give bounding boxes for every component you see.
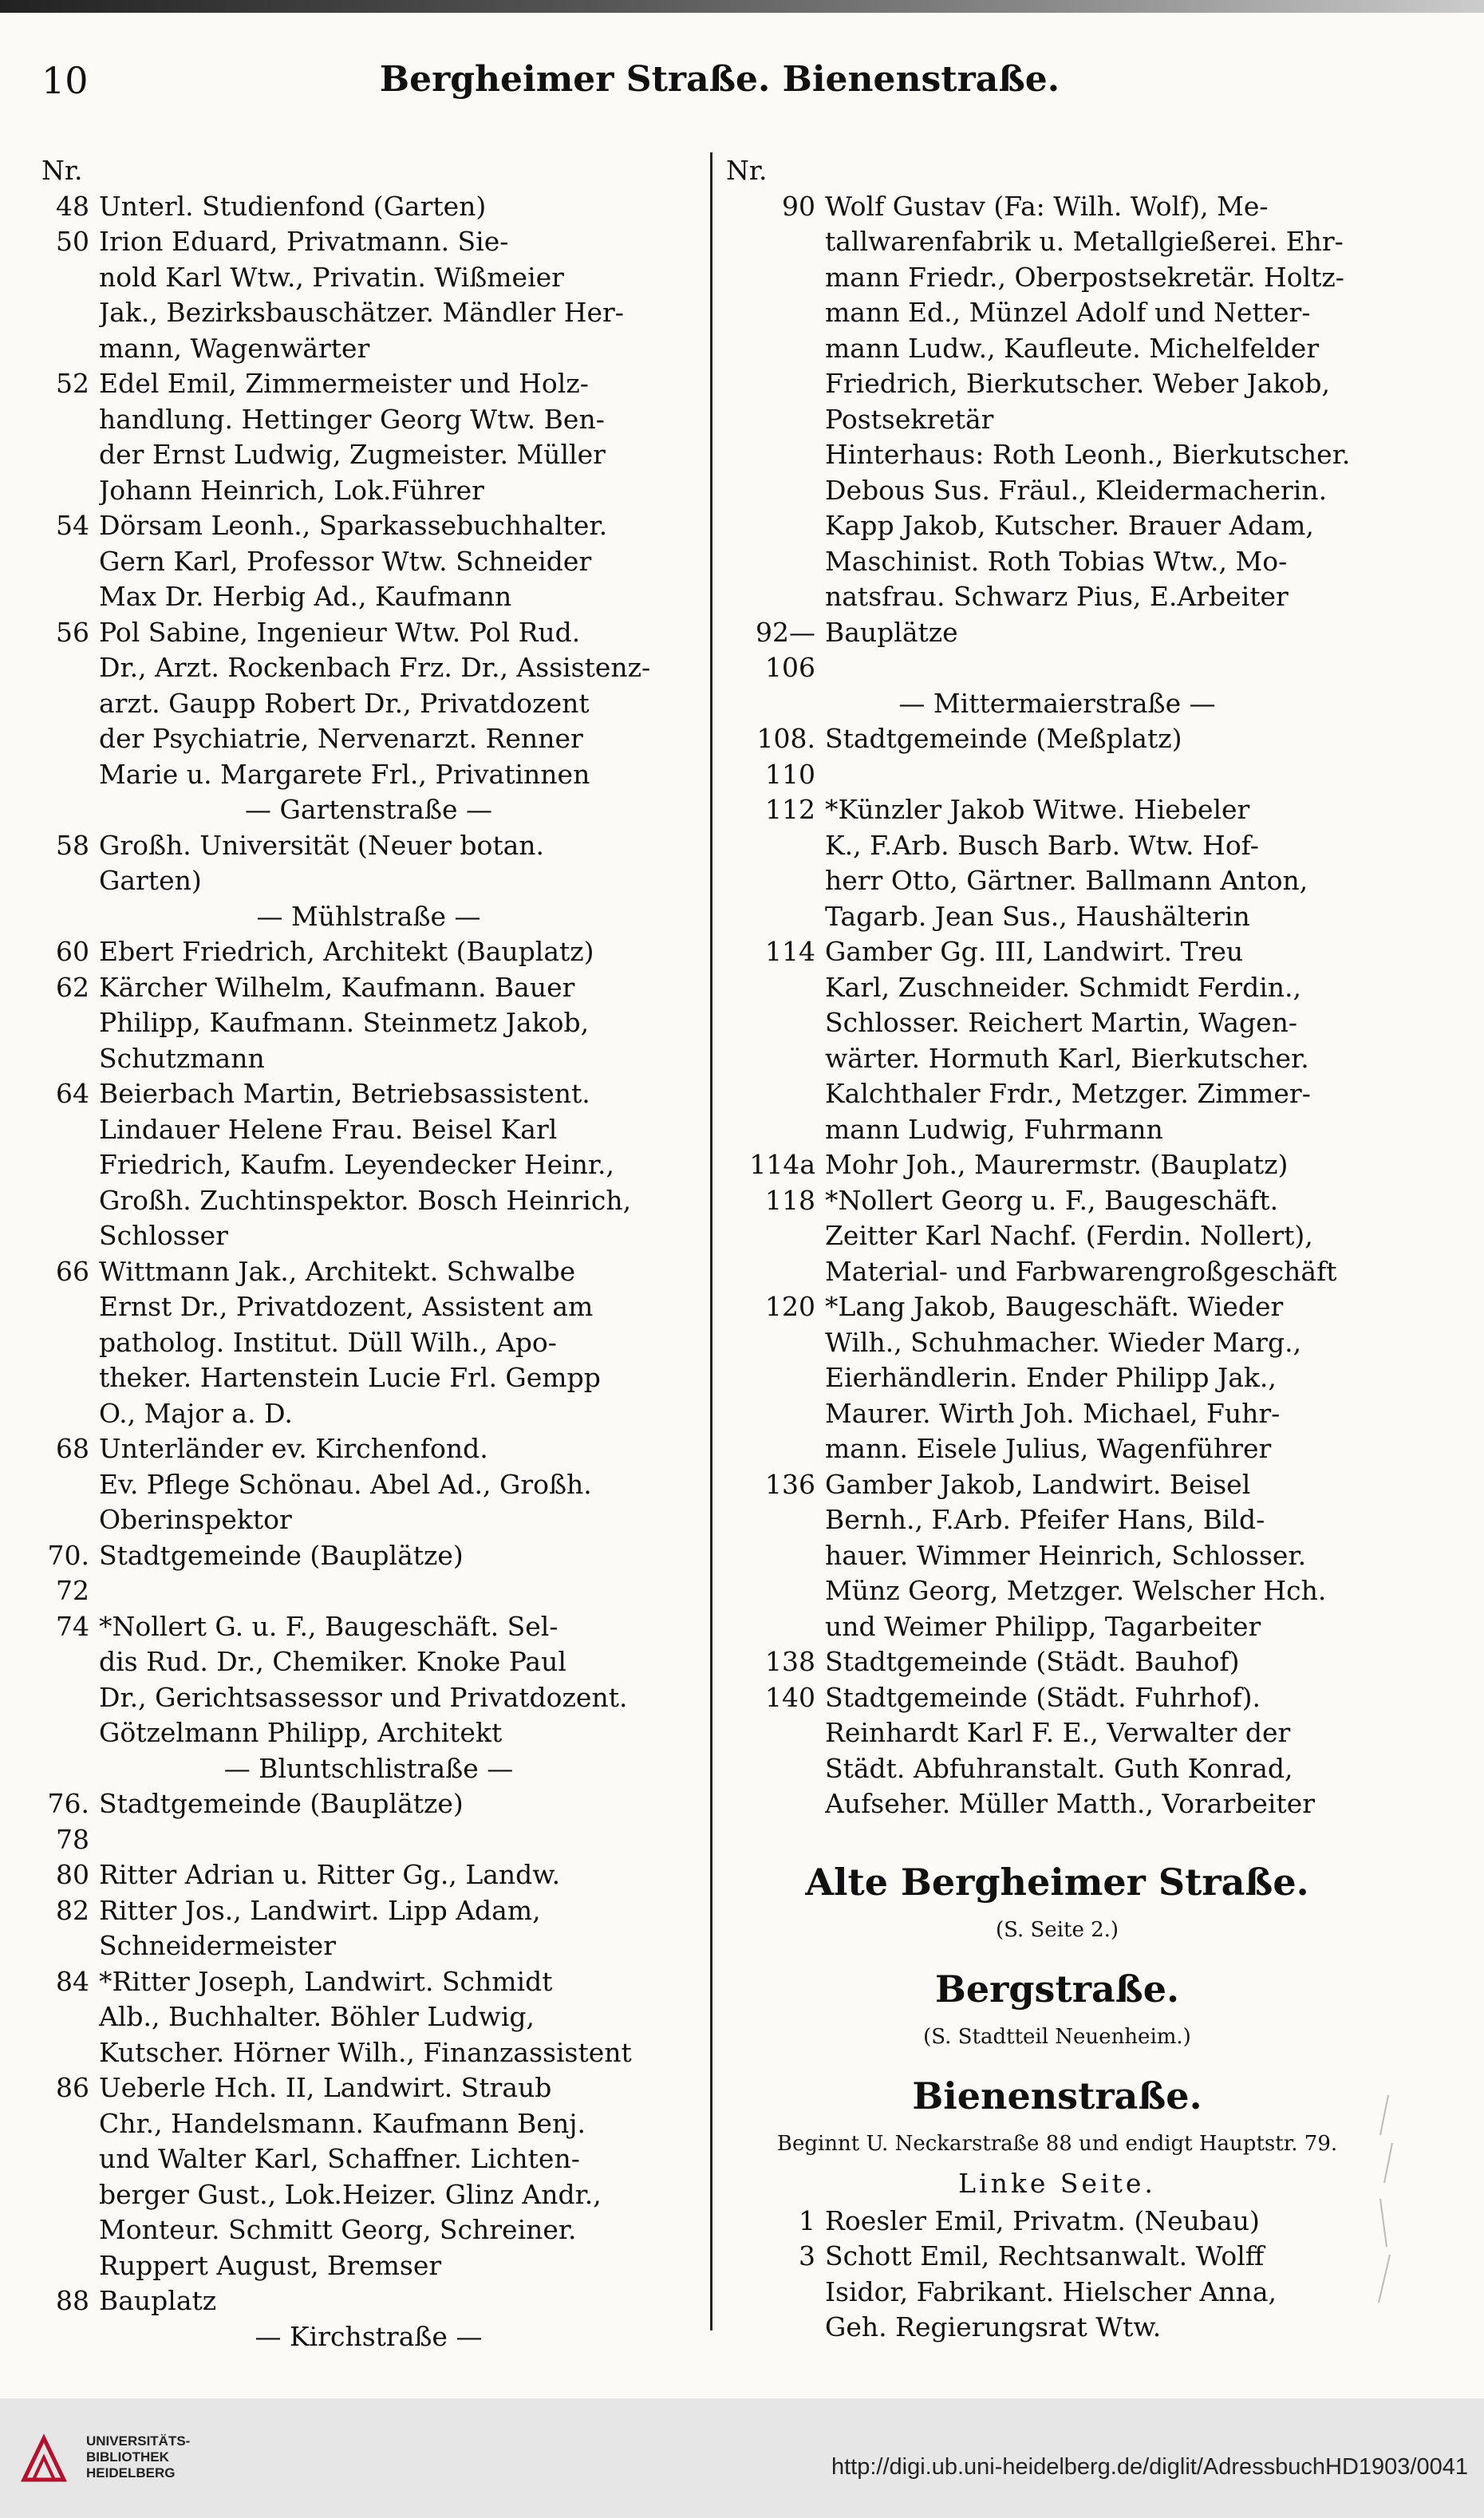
entry-line: *Ritter Joseph, Landwirt. Schmidt: [99, 1965, 553, 1997]
library-name-line: HEIDELBERG: [86, 2465, 176, 2481]
address-entry: [41, 934, 696, 970]
street-description: Beginnt U. Neckarstraße 88 und endigt Hauptstr. 79.: [776, 2131, 1338, 2156]
library-name-line: UNIVERSITÄTS-: [86, 2433, 191, 2449]
entry-line: Garten): [99, 865, 202, 896]
column-divider: [710, 152, 712, 2331]
entry-line: Schlosser. Reichert Martin, Wagen-: [825, 1007, 1298, 1038]
address-entry: [41, 828, 696, 899]
entry-text: [99, 366, 696, 508]
entry-text: [825, 721, 1388, 792]
entry-line: Maschinist. Roth Tobias Wtw., Mo-: [825, 545, 1288, 577]
house-number: 74: [56, 1610, 89, 1642]
address-entry: [41, 970, 696, 1077]
entry-line: Stadtgemeinde (Städt. Fuhrhof).: [825, 1681, 1261, 1713]
entry-line: Kalchthaler Frdr., Metzger. Zimmer-: [825, 1078, 1311, 1109]
street-title: Bergstraße.: [935, 1967, 1179, 2011]
entry-line: Hinterhaus: Roth Leonh., Bierkutscher.: [825, 439, 1351, 470]
address-entry: [726, 615, 1388, 686]
address-entry: [726, 934, 1388, 1147]
entry-line: Bernh., F.Arb. Pfeifer Hans, Bild-: [825, 1504, 1265, 1535]
entry-line: Dörsam Leonh., Sparkassebuchhalter.: [99, 510, 608, 541]
entry-line: mann Ludw., Kaufleute. Michelfelder: [825, 332, 1320, 364]
left-column: [41, 153, 696, 2354]
house-number: 70. 72: [47, 1539, 89, 1606]
entry-text: [99, 2070, 696, 2283]
entry-line: mann Ed., Münzel Adolf und Netter-: [825, 297, 1311, 328]
entry-line: handlung. Hettinger Georg Wtw. Ben-: [99, 403, 605, 435]
entry-line: Mohr Joh., Maurermstr. (Bauplatz): [825, 1149, 1289, 1180]
entry-line: patholog. Institut. Düll Wilh., Apo-: [99, 1326, 557, 1358]
entry-line: Isidor, Fabrikant. Hielscher Anna,: [825, 2275, 1277, 2307]
address-entry: [41, 224, 696, 366]
house-number: 68: [56, 1433, 89, 1464]
house-number: 54: [56, 510, 89, 541]
address-entry: [726, 1644, 1388, 1680]
house-number: 114a: [749, 1149, 815, 1180]
house-number: 64: [56, 1078, 89, 1109]
entry-line: und Weimer Philipp, Tagarbeiter: [825, 1610, 1261, 1642]
address-entry: [726, 792, 1388, 934]
entry-line: Reinhardt Karl F. E., Verwalter der: [825, 1717, 1291, 1748]
house-number: 62: [56, 971, 89, 1003]
entry-line: herr Otto, Gärtner. Ballmann Anton,: [825, 865, 1308, 896]
entry-text: [99, 1609, 696, 1751]
entry-line: Ebert Friedrich, Architekt (Bauplatz): [99, 936, 594, 967]
entry-line: Städt. Abfuhranstalt. Guth Konrad,: [825, 1752, 1293, 1784]
entry-text: [99, 934, 696, 970]
entry-text: [99, 970, 696, 1077]
entry-line: und Walter Karl, Schaffner. Lichten-: [99, 2143, 580, 2174]
entry-line: Dr., Arzt. Rockenbach Frz. Dr., Assistenz-: [99, 652, 651, 683]
address-entry: [41, 508, 696, 615]
entry-line: natsfrau. Schwarz Pius, E.Arbeiter: [825, 581, 1289, 612]
house-number: 66: [56, 1255, 89, 1287]
entry-text: [99, 1964, 696, 2071]
entry-line: Oberinspektor: [99, 1504, 292, 1535]
address-entry: [41, 1431, 696, 1538]
source-url-link[interactable]: http://digi.ub.uni-heidelberg.de/diglit/AdressbuchHD1903/0041: [831, 2454, 1468, 2480]
entry-text: [99, 1076, 696, 1254]
street-title: Bienenstraße.: [912, 2074, 1202, 2117]
entry-line: Götzelmann Philipp, Architekt: [99, 1717, 503, 1748]
entry-line: Kapp Jakob, Kutscher. Brauer Adam,: [825, 510, 1314, 541]
address-entry: [726, 1289, 1388, 1467]
cross-reference-note: (S. Stadtteil Neuenheim.): [923, 2024, 1191, 2049]
entry-line: der Ernst Ludwig, Zugmeister. Müller: [99, 439, 606, 470]
house-number: 140: [765, 1681, 815, 1713]
entry-line: berger Gust., Lok.Heizer. Glinz Andr.,: [99, 2178, 602, 2210]
house-number: 112: [765, 794, 815, 825]
entry-text: [99, 508, 696, 615]
entry-line: dis Rud. Dr., Chemiker. Knoke Paul: [99, 1646, 566, 1677]
entry-line: Bauplätze: [825, 616, 958, 648]
entry-line: Edel Emil, Zimmermeister und Holz-: [99, 368, 589, 399]
address-entry: [726, 1680, 1388, 1822]
entry-line: Unterl. Studienfond (Garten): [99, 190, 487, 222]
entry-line: Debous Sus. Fräul., Kleidermacherin.: [825, 474, 1328, 506]
entry-line: tallwarenfabrik u. Metallgießerei. Ehr-: [825, 226, 1344, 257]
entry-line: Schlosser: [99, 1220, 228, 1251]
entry-text: [825, 189, 1388, 615]
entry-line: Schneidermeister: [99, 1930, 336, 1961]
address-entry: [41, 1857, 696, 1893]
entry-line: Großh. Zuchtinspektor. Bosch Heinrich,: [99, 1184, 632, 1216]
house-number: 52: [56, 368, 89, 399]
entry-text: [825, 2239, 1388, 2346]
address-entry: [41, 1076, 696, 1254]
address-entry: [41, 2283, 696, 2319]
entry-text: [825, 1289, 1388, 1467]
footer-bar: [0, 2398, 1484, 2518]
entry-line: Ruppert August, Bremser: [99, 2249, 442, 2281]
entry-text: [99, 1538, 696, 1609]
entry-text: [825, 1680, 1388, 1822]
entry-line: Ueberle Hch. II, Landwirt. Straub: [99, 2072, 552, 2103]
entry-line: Kärcher Wilhelm, Kaufmann. Bauer: [99, 971, 575, 1003]
entry-text: [825, 1467, 1388, 1645]
entry-line: Unterländer ev. Kirchenfond.: [99, 1433, 488, 1464]
house-number: 76. 78: [47, 1788, 89, 1855]
address-entry: [41, 1786, 696, 1857]
entry-line: Gern Karl, Professor Wtw. Schneider: [99, 545, 592, 577]
house-number: 92—106: [756, 616, 815, 683]
entry-text: [99, 1857, 696, 1893]
entry-line: Alb., Buchhalter. Böhler Ludwig,: [99, 2001, 535, 2032]
entry-line: Karl, Zuschneider. Schmidt Ferdin.,: [825, 971, 1301, 1003]
entry-line: Beierbach Martin, Betriebsassistent.: [99, 1078, 590, 1109]
page-number: 10: [41, 59, 89, 102]
entry-line: Ritter Adrian u. Ritter Gg., Landw.: [99, 1859, 561, 1890]
entry-text: [825, 934, 1388, 1147]
house-number: 58: [56, 829, 89, 861]
entry-text: [99, 1431, 696, 1538]
entry-line: Aufseher. Müller Matth., Vorarbeiter: [825, 1788, 1315, 1819]
house-number: 3: [799, 2240, 815, 2271]
address-entry: [726, 2239, 1388, 2346]
entry-line: Bauplatz: [99, 2285, 217, 2316]
house-number: 50: [56, 226, 89, 257]
entry-line: Chr., Handelsmann. Kaufmann Benj.: [99, 2107, 586, 2139]
entry-line: der Psychiatrie, Nervenarzt. Renner: [99, 723, 583, 754]
street-title: Alte Bergheimer Straße.: [805, 1860, 1309, 1904]
entry-line: Wittmann Jak., Architekt. Schwalbe: [99, 1255, 576, 1287]
address-entry: [726, 1147, 1388, 1183]
house-number: 88: [56, 2285, 89, 2316]
page-scan: [0, 13, 1484, 2398]
right-column: [726, 153, 1388, 2346]
entry-line: Wilh., Schuhmacher. Wieder Marg.,: [825, 1326, 1302, 1358]
house-number: 138: [765, 1646, 815, 1677]
nr-label: Nr.: [41, 155, 83, 186]
entry-line: Roesler Emil, Privatm. (Neubau): [825, 2204, 1260, 2236]
entry-line: Stadtgemeinde (Bauplätze): [99, 1788, 464, 1819]
entry-text: [825, 1183, 1388, 1290]
house-number: 136: [765, 1468, 815, 1500]
cross-street-heading: — Gartenstraße —: [244, 794, 493, 825]
house-number: 86: [56, 2072, 89, 2103]
entry-line: Philipp, Kaufmann. Steinmetz Jakob,: [99, 1007, 590, 1038]
entry-line: Kutscher. Hörner Wilh., Finanzassistent: [99, 2036, 632, 2068]
entry-line: Gamber Jakob, Landwirt. Beisel: [825, 1468, 1251, 1500]
entry-line: mann Friedr., Oberpostsekretär. Holtz-: [825, 261, 1344, 293]
cross-reference-note: (S. Seite 2.): [995, 1917, 1119, 1942]
entry-line: Zeitter Karl Nachf. (Ferdin. Nollert),: [825, 1220, 1313, 1251]
address-entry: [41, 2070, 696, 2283]
cross-street-heading: — Mühlstraße —: [256, 900, 481, 932]
entry-line: *Künzler Jakob Witwe. Hiebeler: [825, 794, 1250, 825]
entry-line: Schutzmann: [99, 1042, 265, 1074]
address-entry: [726, 1183, 1388, 1290]
entry-line: K., F.Arb. Busch Barb. Wtw. Hof-: [825, 829, 1259, 861]
entry-line: Postsekretär: [825, 403, 994, 435]
house-number: 90: [782, 190, 815, 222]
margin-smudge: [1356, 2087, 1404, 2311]
cross-street-heading: — Kirchstraße —: [255, 2320, 483, 2352]
entry-line: Maurer. Wirth Joh. Michael, Fuhr-: [825, 1397, 1281, 1429]
entry-line: Lindauer Helene Frau. Beisel Karl: [99, 1113, 558, 1145]
address-entry: [41, 366, 696, 508]
scan-top-edge: [0, 0, 1484, 13]
house-number: 1: [799, 2204, 815, 2236]
house-number: 80: [56, 1859, 89, 1890]
house-number: 84: [56, 1965, 89, 1997]
nr-label: Nr.: [726, 155, 768, 186]
house-number: 108. 110: [756, 723, 815, 790]
entry-line: Gamber Gg. III, Landwirt. Treu: [825, 936, 1244, 967]
entry-line: Dr., Gerichtsassessor und Privatdozent.: [99, 1681, 628, 1713]
entry-text: [99, 2283, 696, 2319]
house-number: 118: [765, 1184, 815, 1216]
entry-line: Stadtgemeinde (Bauplätze): [99, 1539, 464, 1571]
entry-line: Ernst Dr., Privatdozent, Assistent am: [99, 1291, 594, 1322]
entry-text: [825, 1147, 1388, 1183]
library-name: [86, 2433, 190, 2481]
address-entry: [726, 1467, 1388, 1645]
address-entry: [726, 2204, 1388, 2240]
entry-line: Friedrich, Bierkutscher. Weber Jakob,: [825, 368, 1330, 399]
entry-line: hauer. Wimmer Heinrich, Schlosser.: [825, 1539, 1307, 1571]
entry-line: mann, Wagenwärter: [99, 332, 370, 364]
entry-text: [99, 1893, 696, 1964]
entry-line: Ev. Pflege Schönau. Abel Ad., Großh.: [99, 1468, 592, 1500]
entry-text: [99, 1254, 696, 1432]
entry-text: [99, 615, 696, 793]
entry-line: Tagarb. Jean Sus., Haushälterin: [825, 900, 1250, 932]
address-entry: [726, 189, 1388, 615]
house-number: 82: [56, 1894, 89, 1926]
entry-line: O., Major a. D.: [99, 1397, 293, 1429]
entry-line: *Nollert Georg u. F., Baugeschäft.: [825, 1184, 1279, 1216]
house-number: 56: [56, 616, 89, 648]
entry-line: Ritter Jos., Landwirt. Lipp Adam,: [99, 1894, 541, 1926]
address-entry: [41, 1964, 696, 2071]
entry-text: [99, 828, 696, 899]
entry-text: [99, 189, 696, 225]
address-entry: [41, 1254, 696, 1432]
cross-street-heading: — Bluntschlistraße —: [223, 1752, 514, 1784]
entry-line: Eierhändlerin. Ender Philipp Jak.,: [825, 1362, 1277, 1393]
entry-text: [825, 792, 1388, 934]
entry-line: Friedrich, Kaufm. Leyendecker Heinr.,: [99, 1149, 615, 1180]
entry-line: Geh. Regierungsrat Wtw.: [825, 2311, 1162, 2342]
entry-text: [825, 615, 1388, 686]
entry-line: nold Karl Wtw., Privatin. Wißmeier: [99, 261, 564, 293]
house-number: 120: [765, 1291, 815, 1322]
entry-line: Johann Heinrich, Lok.Führer: [99, 474, 484, 506]
entry-line: Marie u. Margarete Frl., Privatinnen: [99, 758, 590, 790]
entry-line: Stadtgemeinde (Meßplatz): [825, 723, 1182, 754]
entry-text: [825, 2204, 1388, 2240]
cross-street-heading: — Mittermaierstraße —: [898, 687, 1216, 719]
entry-line: Münz Georg, Metzger. Welscher Hch.: [825, 1575, 1327, 1606]
address-entry: [41, 1538, 696, 1609]
entry-line: mann. Eisele Julius, Wagenführer: [825, 1433, 1272, 1464]
entry-line: *Nollert G. u. F., Baugeschäft. Sel-: [99, 1610, 558, 1642]
running-title: Bergheimer Straße. Bienenstraße.: [379, 59, 1060, 100]
entry-line: Pol Sabine, Ingenieur Wtw. Pol Rud.: [99, 616, 581, 648]
address-entry: [41, 1609, 696, 1751]
entry-line: Wolf Gustav (Fa: Wilh. Wolf), Me-: [825, 190, 1269, 222]
entry-text: [99, 1786, 696, 1857]
side-label: Linke Seite.: [958, 2167, 1156, 2199]
address-entry: [41, 615, 696, 793]
entry-line: Jak., Bezirksbauschätzer. Mändler Her-: [99, 297, 624, 328]
entry-line: arzt. Gaupp Robert Dr., Privatdozent: [99, 687, 590, 719]
address-entry: [726, 721, 1388, 792]
entry-line: wärter. Hormuth Karl, Bierkutscher.: [825, 1042, 1309, 1074]
address-entry: [41, 189, 696, 225]
entry-line: Irion Eduard, Privatmann. Sie-: [99, 226, 509, 257]
house-number: 48: [56, 190, 89, 222]
entry-line: Material- und Farbwarengroßgeschäft: [825, 1255, 1337, 1287]
entry-line: *Lang Jakob, Baugeschäft. Wieder: [825, 1291, 1284, 1322]
entry-line: theker. Hartenstein Lucie Frl. Gempp: [99, 1362, 601, 1393]
entry-text: [825, 1644, 1388, 1680]
entry-text: [99, 224, 696, 366]
address-entry: [41, 1893, 696, 1964]
entry-line: Stadtgemeinde (Städt. Bauhof): [825, 1646, 1240, 1677]
page-header: [41, 59, 1398, 115]
entry-line: Schott Emil, Rechtsanwalt. Wolff: [825, 2240, 1265, 2271]
entry-line: Max Dr. Herbig Ad., Kaufmann: [99, 581, 512, 612]
house-number: 60: [56, 936, 89, 967]
library-logo-icon: [16, 2432, 72, 2488]
library-name-line: BIBLIOTHEK: [86, 2449, 169, 2465]
entry-line: mann Ludwig, Fuhrmann: [825, 1113, 1163, 1145]
entry-line: Monteur. Schmitt Georg, Schreiner.: [99, 2214, 577, 2245]
entry-line: Großh. Universität (Neuer botan.: [99, 829, 545, 861]
house-number: 114: [765, 936, 815, 967]
